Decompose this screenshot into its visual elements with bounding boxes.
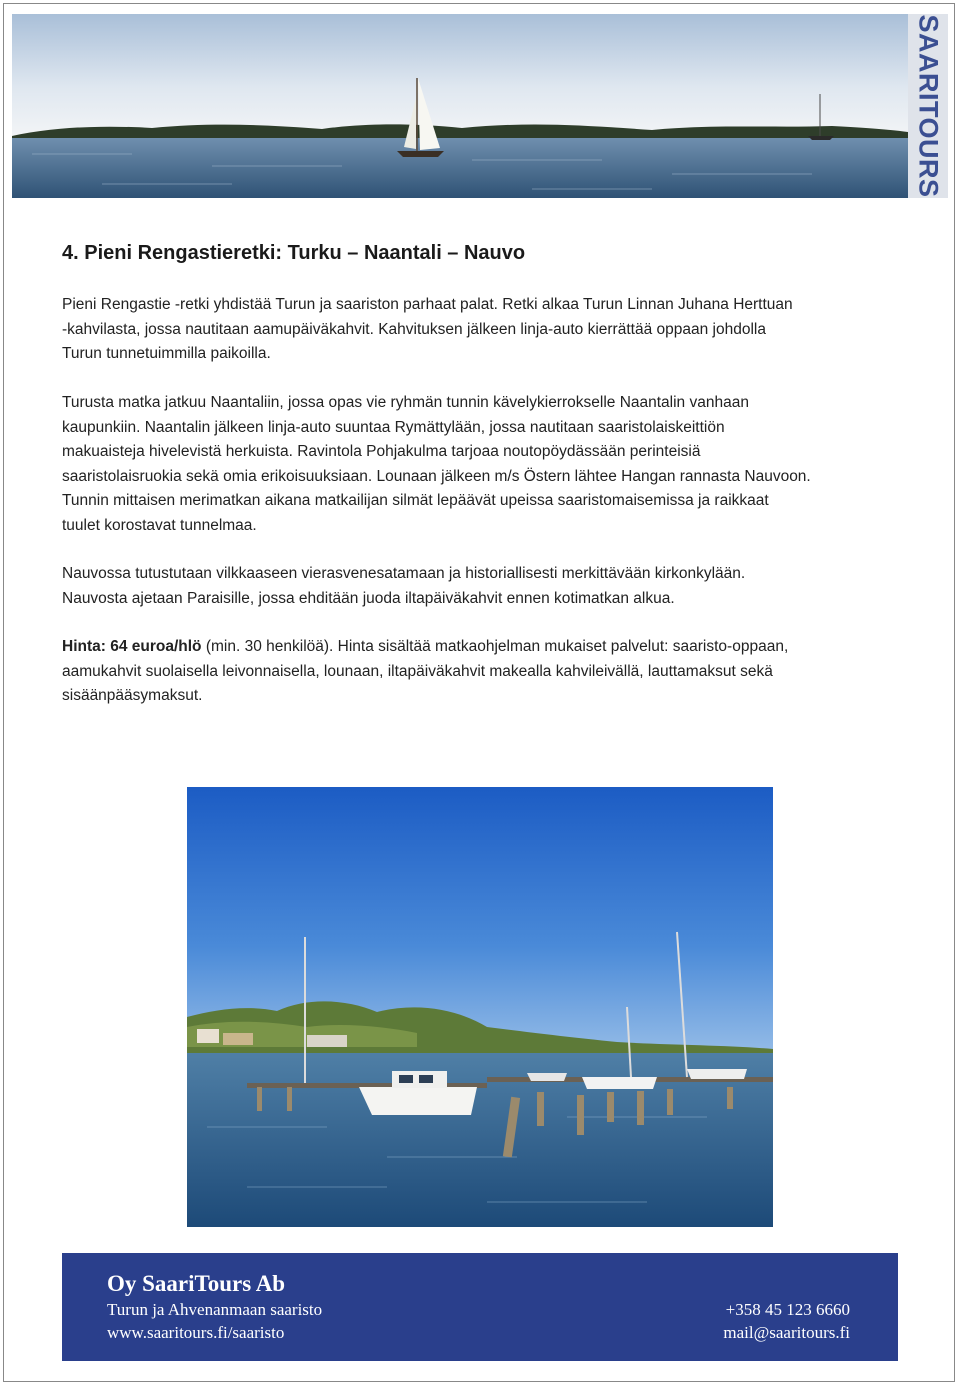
text-line: tuulet korostavat tunnelmaa. [62, 516, 257, 534]
harbor-photo [187, 787, 773, 1227]
saaritours-logo [908, 14, 948, 198]
text-line: Nauvossa tutustutaan vilkkaaseen vierasvenesatamaan ja historiallisesti merkittävään kirkonkylään. [62, 565, 746, 582]
footer-contact [62, 1253, 898, 1361]
text-line: kaupunkiin. Naantalin jälkeen linja-auto suuntaa Rymättylään, jossa nautitaan saaristolaiskeittiön [62, 418, 725, 436]
phone-number[interactable]: +358 45 123 6660 [725, 1300, 850, 1319]
text-line: saaristolaisruokia sekä omia erikoisuuksiaan. Lounaan jälkeen m/s Östern lähtee Hangan rannasta Nauvoon. [62, 467, 811, 485]
company-tagline: Turun ja Ahvenanmaan saaristo [107, 1300, 323, 1319]
paragraph-route [62, 391, 912, 538]
text-line: Turusta matka jatkuu Naantaliin, jossa opas vie ryhmän tunnin kävelykierrokselle Naantalin vanhaan [62, 394, 749, 411]
website-link[interactable]: www.saaritours.fi/saaristo [107, 1323, 285, 1342]
text-line: Nauvosta ajetaan Paraisille, jossa ehditään juoda iltapäiväkahvit ennen kotimatkan alkua. [62, 589, 675, 607]
text-line: Turun tunnetuimmilla paikoilla. [62, 345, 271, 362]
price-line [62, 635, 912, 660]
paragraph-intro [62, 293, 912, 367]
text-line: aamukahvit suolaisella leivonnaisella, lounaan, iltapäiväkahvit makealla kahvileivällä, lauttamaksut sekä [62, 662, 773, 680]
paragraph-nauvo [62, 562, 912, 611]
banner-photo [12, 14, 908, 198]
email-link[interactable]: mail@saaritours.fi [723, 1323, 850, 1342]
price-details: (min. 30 henkilöä). Hinta sisältää matkaohjelman mukaiset palvelut: saaristo-oppaan, [201, 638, 789, 655]
text-line: Tunnin mittaisen merimatkan aikana matkailijan silmät lepäävät upeissa saaristomaisemissa ja raikkaat [62, 492, 769, 509]
page-title: 4. Pieni Rengastieretki: Turku – Naantali – Nauvo [62, 242, 526, 264]
text-line: sisäänpääsymaksut. [62, 687, 203, 704]
logo-text: SAARITOURS [913, 14, 944, 198]
paragraph-price [62, 635, 912, 709]
company-name: Oy SaariTours Ab [107, 1271, 286, 1296]
text-line: makuaisteja hivelevistä herkuista. Ravintola Pohjakulma tarjoaa noutopöydässään perinteisiä [62, 443, 701, 460]
text-line: Pieni Rengastie -retki yhdistää Turun ja saariston parhaat palat. Retki alkaa Turun Linnan Juhana Herttuan [62, 296, 793, 313]
text-line: -kahvilasta, jossa nautitaan aamupäiväkahvit. Kahvituksen jälkeen linja-auto kierrättää oppaan johdolla [62, 320, 766, 338]
price-label: Hinta: 64 euroa/hlö [62, 638, 202, 655]
